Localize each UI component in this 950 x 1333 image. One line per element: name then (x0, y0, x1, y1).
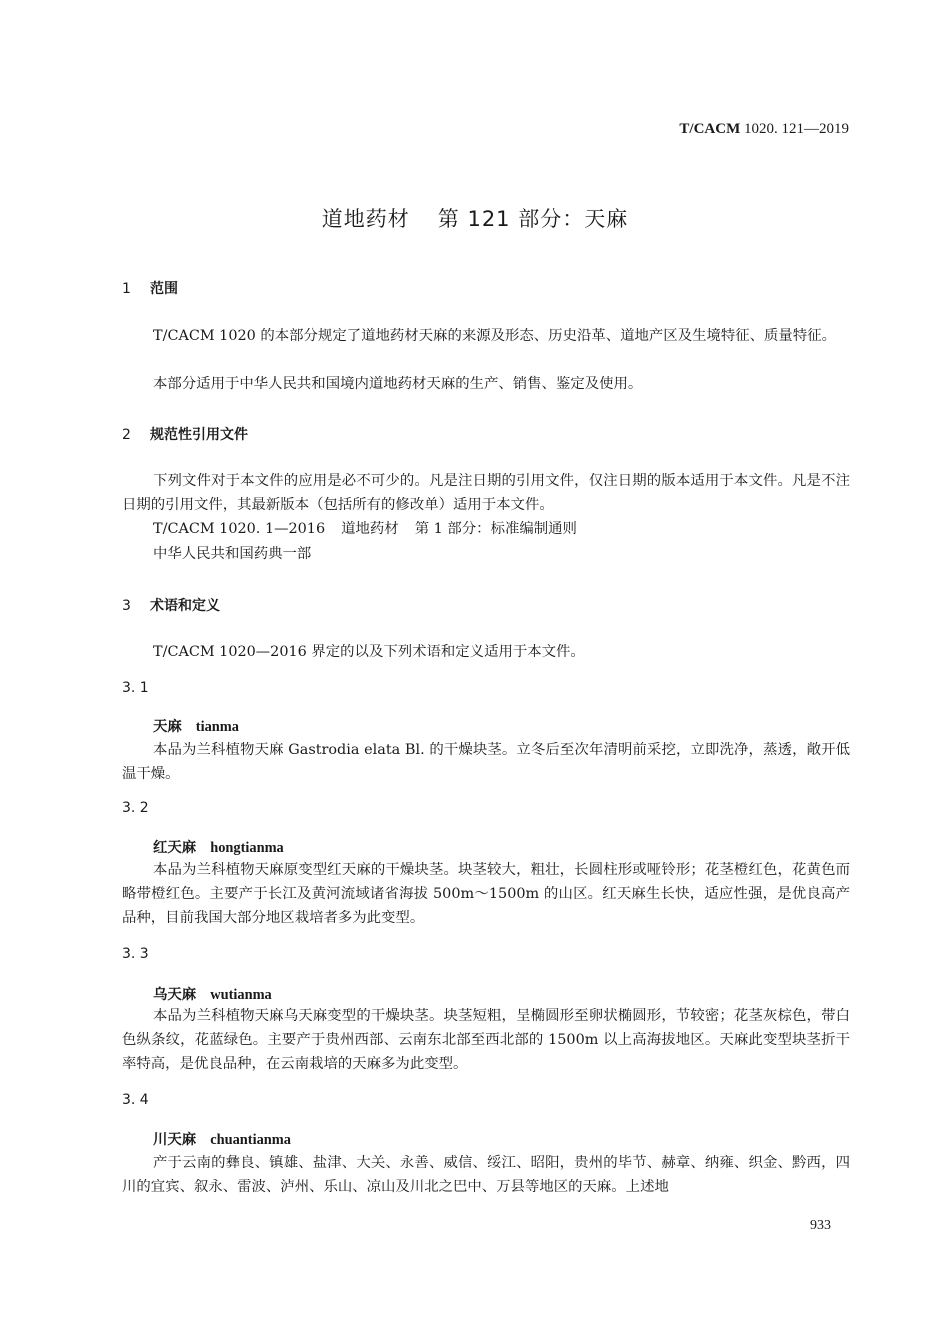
section-1-paragraph-1: T/CACM 1020 的本部分规定了道地药材天麻的来源及形态、历史沿革、道地产区及生境特征、质量特征。 (153, 328, 836, 344)
term-heading: 川天麻 chuantianma (153, 1132, 291, 1148)
term-heading: 天麻 tianma (153, 719, 239, 735)
standard-code: T/CACM 1020. 121—2019 (679, 121, 849, 137)
document-title: 道地药材 第 121 部分：天麻 (321, 207, 629, 231)
term-definition: 本品为兰科植物天麻原变型红天麻的干燥块茎。块茎较大，粗壮，长圆柱形或哑铃形；花茎橙红色，花黄色而略带橙红色。主要产于长江及黄河流域诸省海拔 500m～1500m 的山区。红天麻生长快，适应性强，是优良高产品种，目前我国大部分地区栽培者多为此变型。 (122, 862, 850, 926)
term-number: 3. 4 (122, 1092, 149, 1108)
reference-2: 中华人民共和国药典一部 (153, 546, 312, 562)
term-heading: 红天麻 hongtianma (153, 840, 284, 856)
term-definition: 本品为兰科植物天麻乌天麻变型的干燥块茎。块茎短粗，呈椭圆形至卵状椭圆形，节较密；花茎灰棕色，带白色纵条纹，花蓝绿色。主要产于贵州西部、云南东北部至西北部的 1500m 以上高海拔地区。天麻此变型块茎折干率特高，是优良品种，在云南栽培的天麻多为此变型。 (122, 1008, 850, 1072)
term-number: 3. 3 (122, 946, 149, 962)
term-definition: 产于云南的彝良、镇雄、盐津、大关、永善、威信、绥江、昭阳，贵州的毕节、赫章、纳雍、织金、黔西，四川的宜宾、叙永、雷波、泸州、乐山、凉山及川北之巴中、万县等地区的天麻。上述地 (122, 1155, 850, 1195)
section-3-paragraph-1: T/CACM 1020—2016 界定的以及下列术语和定义适用于本文件。 (153, 644, 585, 660)
section-2-heading: 2 规范性引用文件 (122, 427, 248, 443)
term-heading: 乌天麻 wutianma (153, 987, 272, 1003)
reference-1: T/CACM 1020. 1—2016 道地药材 第 1 部分：标准编制通则 (153, 521, 577, 537)
section-2-paragraph-1: 下列文件对于本文件的应用是必不可少的。凡是注日期的引用文件，仅注日期的版本适用于本文件。凡是不注日期的引用文件，其最新版本（包括所有的修改单）适用于本文件。 (122, 473, 850, 513)
section-3-heading: 3 术语和定义 (122, 598, 220, 614)
term-definition: 本品为兰科植物天麻 Gastrodia elata Bl. 的干燥块茎。立冬后至次年清明前采挖，立即洗净，蒸透，敞开低温干燥。 (122, 742, 850, 782)
section-1-heading: 1 范围 (122, 281, 178, 297)
term-number: 3. 2 (122, 800, 149, 816)
section-1-paragraph-2: 本部分适用于中华人民共和国境内道地药材天麻的生产、销售、鉴定及使用。 (153, 376, 643, 392)
page-number: 933 (810, 1218, 831, 1233)
term-number: 3. 1 (122, 680, 149, 696)
